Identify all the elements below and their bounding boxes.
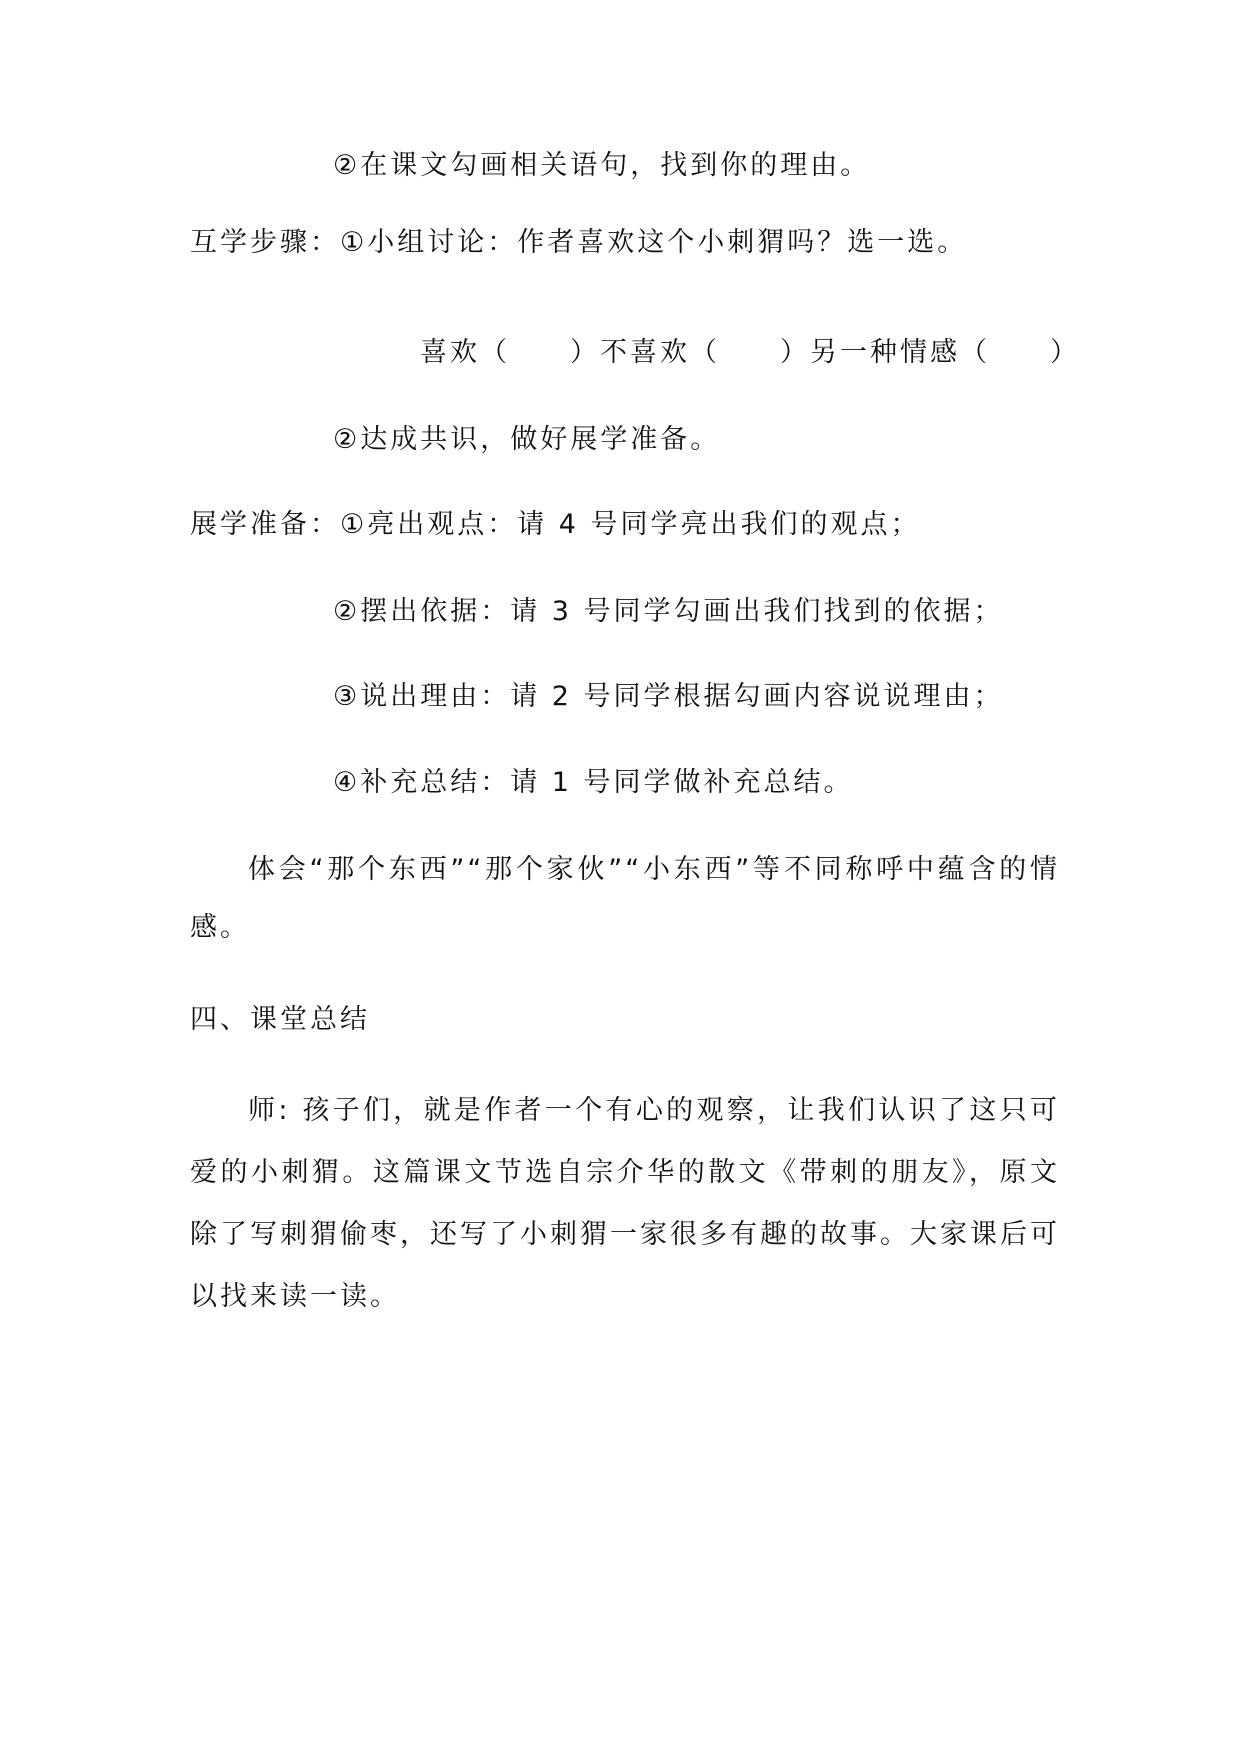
step-2-consensus: ②达成共识，做好展学准备。 bbox=[333, 424, 721, 455]
section-heading: 四、课堂总结 bbox=[190, 1004, 370, 1035]
presentation-step-1: 展学准备：①亮出观点：请 4 号同学亮出我们的观点； bbox=[190, 509, 921, 540]
group-step-discussion: 互学步骤：①小组讨论：作者喜欢这个小刺猬吗？选一选。 bbox=[190, 227, 968, 258]
teacher-summary-paragraph: 师: 孩子们，就是作者一个有心的观察，让我们认识了这只可爱的小刺猬。这篇课文节选自宗介华的散文《带刺的朋友》，原文除了写刺猬偷枣，还写了小刺猬一家很多有趣的故事。大家课后可以找来读一读。 bbox=[190, 1095, 1060, 1312]
feeling-paragraph: 体会“那个东西”“那个家伙”“小东西”等不同称呼中蕴含的情感。 bbox=[190, 854, 1060, 943]
choice-options: 喜欢（ ）不喜欢（ ）另一种情感（ ） bbox=[420, 337, 1080, 368]
presentation-step-3: ③说出理由：请 2 号同学根据勾画内容说说理由； bbox=[333, 681, 1004, 712]
step-2-find-reason: ②在课文勾画相关语句，找到你的理由。 bbox=[333, 150, 871, 181]
presentation-step-4: ④补充总结：请 1 号同学做补充总结。 bbox=[333, 767, 854, 798]
presentation-step-2: ②摆出依据：请 3 号同学勾画出我们找到的依据； bbox=[333, 596, 1004, 627]
